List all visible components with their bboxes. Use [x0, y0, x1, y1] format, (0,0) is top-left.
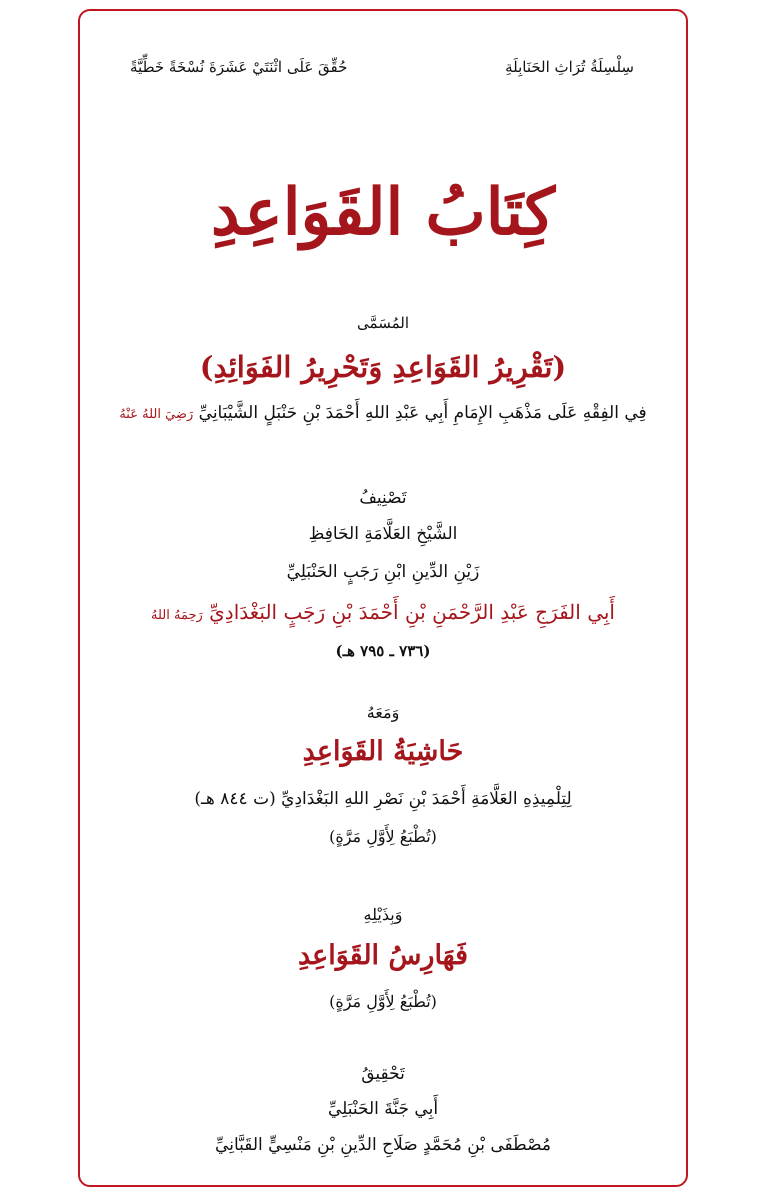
series-name: سِلْسِلَةُ تُرَاثِ الحَنَابِلَةِ [505, 58, 634, 76]
author-laqab: زَيْنِ الدِّينِ ابْنِ رَجَبٍ الحَنْبَلِيِّ [286, 562, 480, 582]
book-title: كِتَابُ القَوَاعِدِ [210, 175, 556, 250]
editor-kunya: أَبِي جَنَّةَ الحَنْبَلِيِّ [327, 1099, 439, 1119]
madhhab-text: فِي الفِقْهِ عَلَى مَذْهَبِ الإِمَامِ أَبِي عَبْدِ اللهِ أَحْمَدَ بْنِ حَنْبَلٍ الشَّيْبَانِيِّ [198, 403, 647, 423]
manuscripts-note: حُقِّقَ عَلَى اثْنَتَيْ عَشَرَةَ نُسْخَةً خَطِّيَّةً [130, 58, 348, 76]
madhhab-line [78, 403, 688, 423]
named-label: المُسَمَّى [357, 314, 409, 332]
hashiya-author: لِتِلْمِيذِهِ العَلَّامَةِ أَحْمَدَ بْنِ نَصْرِ اللهِ البَغْدَادِيِّ (ت ٨٤٤ هـ) [194, 789, 572, 809]
indexes-title: فَهَارِسُ القَوَاعِدِ [297, 940, 469, 971]
author-name-text: أَبِي الفَرَجِ عَبْدِ الرَّحْمَنِ بْنِ أَحْمَدَ بْنِ رَجَبٍ البَغْدَادِيِّ [209, 600, 615, 624]
author-dates: (٧٣٦ ـ ٧٩٥ هـ) [335, 642, 431, 660]
editor-name: مُصْطَفَى بْنِ مُحَمَّدٍ صَلَاحِ الدِّينِ بْنِ مَنْسِيٍّ القَبَّانِيِّ [215, 1135, 551, 1155]
hashiya-title: حَاشِيَةُ القَوَاعِدِ [302, 736, 464, 767]
indexes-first-print: (تُطْبَعُ لِأَوَّلِ مَرَّةٍ) [329, 992, 437, 1011]
author-dua: رَحِمَهُ اللهُ [151, 608, 203, 623]
author-full-name [78, 600, 688, 624]
hashiya-label: وَمَعَهُ [366, 703, 400, 722]
hashiya-first-print: (تُطْبَعُ لِأَوَّلِ مَرَّةٍ) [329, 827, 437, 846]
tahqiq-label: تَحْقِيقُ [361, 1064, 405, 1084]
author-label: تَصْنِيفُ [359, 488, 407, 508]
author-honorific: الشَّيْخِ العَلَّامَةِ الحَافِظِ [308, 524, 458, 544]
madhhab-dua: رَضِيَ اللهُ عَنْهُ [119, 407, 194, 422]
book-subtitle: (تَقْرِيرُ القَوَاعِدِ وَتَحْرِيرُ الفَوَائِدِ) [199, 350, 567, 384]
indexes-label: وَبِذَيْلِهِ [363, 905, 403, 924]
